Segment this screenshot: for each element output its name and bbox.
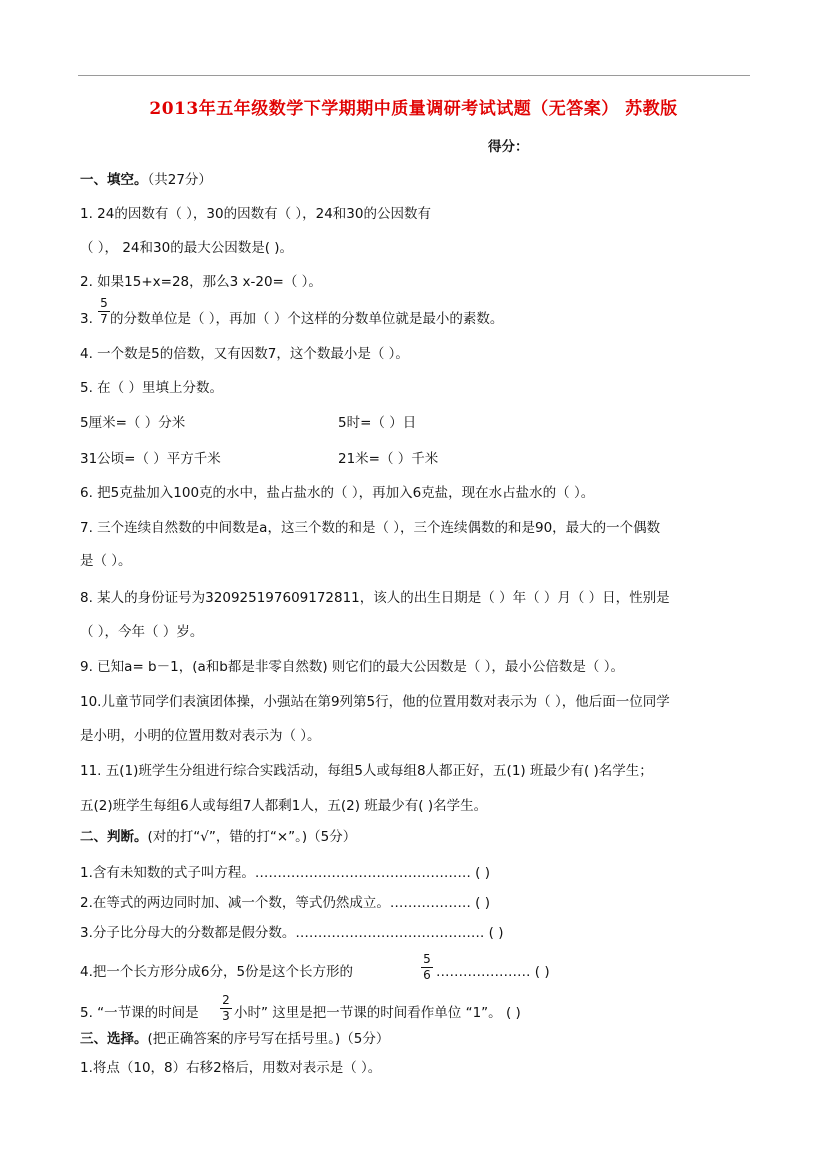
- section2-heading-note: (对的打“√”，错的打“×”。)（5分）: [147, 829, 357, 845]
- judgement-4-text: 4.把一个长方形分成6分，5份是这个长方形的: [80, 964, 354, 980]
- header-rule: [78, 75, 750, 76]
- question-1-line-1: 1. 24的因数有（ ），30的因数有（ ），24和30的公因数有: [80, 206, 431, 222]
- judgement-3: 3.分子比分母大的分数都是假分数。…………………………………… ( ): [80, 925, 504, 941]
- question-3-fraction: [98, 297, 110, 326]
- doc-title: 2013年五年级数学下学期期中质量调研考试试题（无答案） 苏教版: [149, 99, 678, 119]
- fraction-denominator: 7: [100, 312, 108, 326]
- question-1-line-2: （ ）， 24和30的最大公因数是( )。: [80, 240, 294, 256]
- question-11-line-2: 五(2)班学生每组6人或每组7人都剩1人，五(2) 班最少有( )名学生。: [80, 798, 488, 814]
- question-5-b: 5时=（ ）日: [338, 415, 417, 431]
- section3-heading-note: (把正确答案的序号写在括号里。)（5分）: [147, 1031, 390, 1047]
- fraction-denominator: 3: [222, 1009, 230, 1023]
- question-5: 5. 在（ ）里填上分数。: [80, 380, 223, 396]
- section3-heading-bold: 三、选择。: [80, 1031, 148, 1047]
- question-7-line-1: 7. 三个连续自然数的中间数是a，这三个数的和是（ ），三个连续偶数的和是90，最大的一个偶数: [80, 520, 661, 536]
- question-5-a: 5厘米=（ ）分米: [80, 415, 186, 431]
- judgement-5-text: 5. “一节课的时间是: [80, 1005, 199, 1021]
- fraction-numerator: 2: [222, 993, 230, 1007]
- question-2: 2. 如果15+x=28，那么3 x-20=（ ）。: [80, 274, 322, 290]
- judgement-4-fraction: [421, 953, 433, 982]
- question-10-line-2: 是小明，小明的位置用数对表示为（ ）。: [80, 728, 321, 744]
- judgement-2: 2.在等式的两边同时加、减一个数，等式仍然成立。……………… ( ): [80, 895, 490, 911]
- score-label: 得分：: [488, 139, 529, 155]
- section2-heading-bold: 二、判断。: [80, 829, 148, 845]
- question-5-d: 21米=（ ）千米: [338, 451, 439, 467]
- section1-heading: [80, 171, 212, 189]
- question-8-line-2: （ ），今年（ ）岁。: [80, 624, 204, 640]
- section2-heading: [80, 828, 356, 846]
- judgement-1: 1.含有未知数的式子叫方程。………………………………………… ( ): [80, 865, 490, 881]
- question-5-c: 31公顷=（ ）平方千米: [80, 451, 221, 467]
- question-3-prefix: 3.: [80, 311, 93, 327]
- question-6: 6. 把5克盐加入100克的水中，盐占盐水的（ ），再加入6克盐，现在水占盐水的（ ）。: [80, 485, 595, 501]
- fraction-numerator: 5: [100, 296, 108, 310]
- fraction-denominator: 6: [423, 968, 431, 982]
- section1-heading-note: （共27分）: [147, 172, 212, 188]
- judgement-5-fraction: [220, 994, 232, 1023]
- question-10-line-1: 10.儿童节同学们表演团体操，小强站在第9列第5行，他的位置用数对表示为（ ），他后面一位同学: [80, 694, 670, 710]
- question-9: 9. 已知a= b－1，(a和b都是非零自然数) 则它们的最大公因数是（ ），最小公倍数是（ ）。: [80, 659, 624, 675]
- question-3-text: 的分数单位是（ ），再加（ ）个这样的分数单位就是最小的素数。: [110, 311, 504, 327]
- section1-heading-bold: 一、填空。: [80, 172, 148, 188]
- question-11-line-1: 11. 五(1)班学生分组进行综合实践活动，每组5人或每组8人都正好，五(1) 班最少有( )名学生；: [80, 763, 653, 779]
- judgement-5-suffix: 小时” 这里是把一节课的时间看作单位 “1”。 ( ): [234, 1005, 521, 1021]
- question-4: 4. 一个数是5的倍数，又有因数7，这个数最小是（ ）。: [80, 346, 409, 362]
- choice-1: 1.将点（10，8）右移2格后，用数对表示是（ ）。: [80, 1060, 382, 1076]
- fraction-numerator: 5: [423, 952, 431, 966]
- question-7-line-2: 是（ ）。: [80, 553, 132, 569]
- question-8-line-1: 8. 某人的身份证号为320925197609172811，该人的出生日期是（ ）年（ ）月（ ）日，性别是: [80, 590, 670, 606]
- section3-heading: [80, 1030, 389, 1048]
- judgement-4-suffix: ………………… ( ): [436, 964, 550, 980]
